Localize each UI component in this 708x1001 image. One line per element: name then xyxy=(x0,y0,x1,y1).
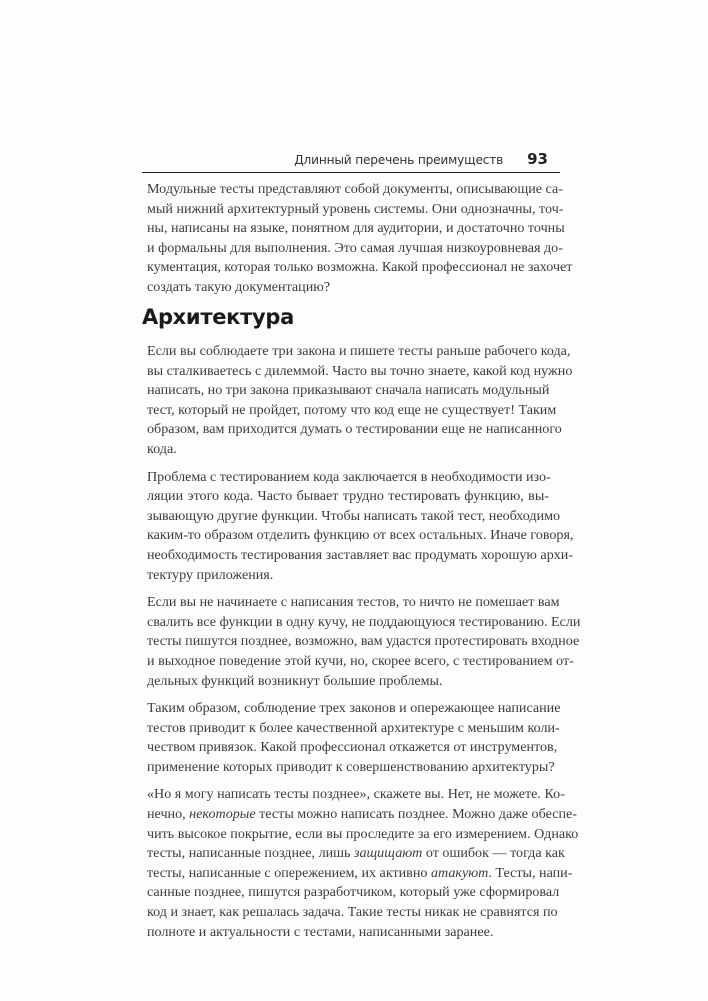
text-line: применение которых приводит к совершенствованию архитектуры? xyxy=(147,758,555,775)
paragraph xyxy=(147,699,561,777)
text-line: необходимость тестирования заставляет вас продумать хорошую архи- xyxy=(147,546,574,563)
emphasis: некоторые xyxy=(189,806,256,823)
text-line: ны, написаны на языке, понятном для аудитории, и достаточно точны xyxy=(147,220,565,237)
text-line: написать, но три закона приказывают сначала написать модульный xyxy=(147,382,550,399)
text-line: «Но я могу написать тесты позднее», скажете вы. Нет, не можете. Ко- xyxy=(147,786,565,803)
text-run: тесты можно написать позднее. Можно даже обеспе- xyxy=(255,806,577,823)
text-line: тесты пишутся позднее, возможно, вам удастся протестировать входное xyxy=(147,633,580,650)
running-title: Длинный перечень преимуществ xyxy=(294,153,504,167)
text-line: чить высокое покрытие, если вы проследите за его измерением. Однако xyxy=(147,825,579,842)
text-line xyxy=(147,844,565,864)
paragraph xyxy=(147,468,574,586)
text-line: кода. xyxy=(147,440,177,457)
text-line: код и знает, как решалась задача. Такие тесты никак не сравнятся по xyxy=(147,904,558,921)
emphasis: атакуют xyxy=(430,864,489,881)
text-line xyxy=(147,805,577,825)
text-line: и выходное поведение этой кучи, но, скорее всего, с тестированием от- xyxy=(147,652,574,669)
running-header xyxy=(142,150,560,173)
text-line: Если вы соблюдаете три закона и пишете тесты раньше рабочего кода, xyxy=(147,343,571,359)
text-line: Таким образом, соблюдение трех законов и опережающее написание xyxy=(147,700,561,717)
text-line: свалить все функции в одну кучу, не поддающуюся тестированию. Если xyxy=(147,613,581,630)
text-line: мый нижний архитектурный уровень системы. Они однозначны, точ- xyxy=(147,200,564,217)
paragraph xyxy=(147,593,581,691)
text-line: санные позднее, пишутся разработчиком, который уже сформировал xyxy=(147,884,560,901)
text-run: тесты, написанные с опережением, их активно xyxy=(147,864,431,881)
text-line: тест, который не пройдет, потому что код еще не существует! Таким xyxy=(147,401,557,418)
text-line: Проблема с тестированием кода заключается в необходимости изо- xyxy=(147,468,551,485)
text-run: от ошибок — тогда как xyxy=(422,845,565,862)
text-line: и формальны для выполнения. Это самая лучшая низкоуровневая до- xyxy=(147,239,563,256)
text-line: кументация, которая только возможна. Какой профессионал не захочет xyxy=(147,259,573,276)
text-line: каким-то образом отделить функцию от всех остальных. Иначе говоря, xyxy=(147,527,574,544)
text-line: Модульные тесты представляют собой документы, описывающие са- xyxy=(147,181,563,197)
text-line: дельных функций возникнут большие проблемы. xyxy=(147,672,443,689)
text-line: вы сталкиваетесь с дилеммой. Часто вы точно знаете, какой код нужно xyxy=(147,362,573,379)
paragraph xyxy=(147,342,573,460)
text-line: тестов приводит к более качественной архитектуре с меньшим коли- xyxy=(147,719,560,736)
intro-paragraph xyxy=(147,180,573,306)
section-body xyxy=(147,342,581,950)
text-line: Если вы не начинаете с написания тестов, то ничто не помешает вам xyxy=(147,594,560,611)
text-line: создать такую документацию? xyxy=(147,278,331,295)
text-run: нечно, xyxy=(147,806,190,823)
text-line xyxy=(147,864,573,884)
text-line: зывающую другие функции. Чтобы написать такой тест, необходимо xyxy=(147,507,561,524)
text-run: тесты, написанные позднее, лишь xyxy=(147,845,354,862)
page-number: 93 xyxy=(527,150,548,168)
text-line: образом, вам приходится думать о тестировании еще не написанного xyxy=(147,421,562,438)
text-line: чеством привязок. Какой профессионал откажется от инструментов, xyxy=(147,739,558,756)
section-heading: Архитектура xyxy=(142,305,294,329)
text-line: полноте и актуальности с тестами, написанными заранее. xyxy=(147,923,494,940)
text-line: ляции этого кода. Часто бывает трудно тестировать функцию, вы- xyxy=(147,488,549,505)
text-run: . Тесты, напи- xyxy=(488,864,573,881)
book-page xyxy=(142,0,581,1001)
emphasis: защищают xyxy=(353,845,423,862)
text-line: тектуру приложения. xyxy=(147,566,274,583)
paragraph xyxy=(147,785,579,942)
